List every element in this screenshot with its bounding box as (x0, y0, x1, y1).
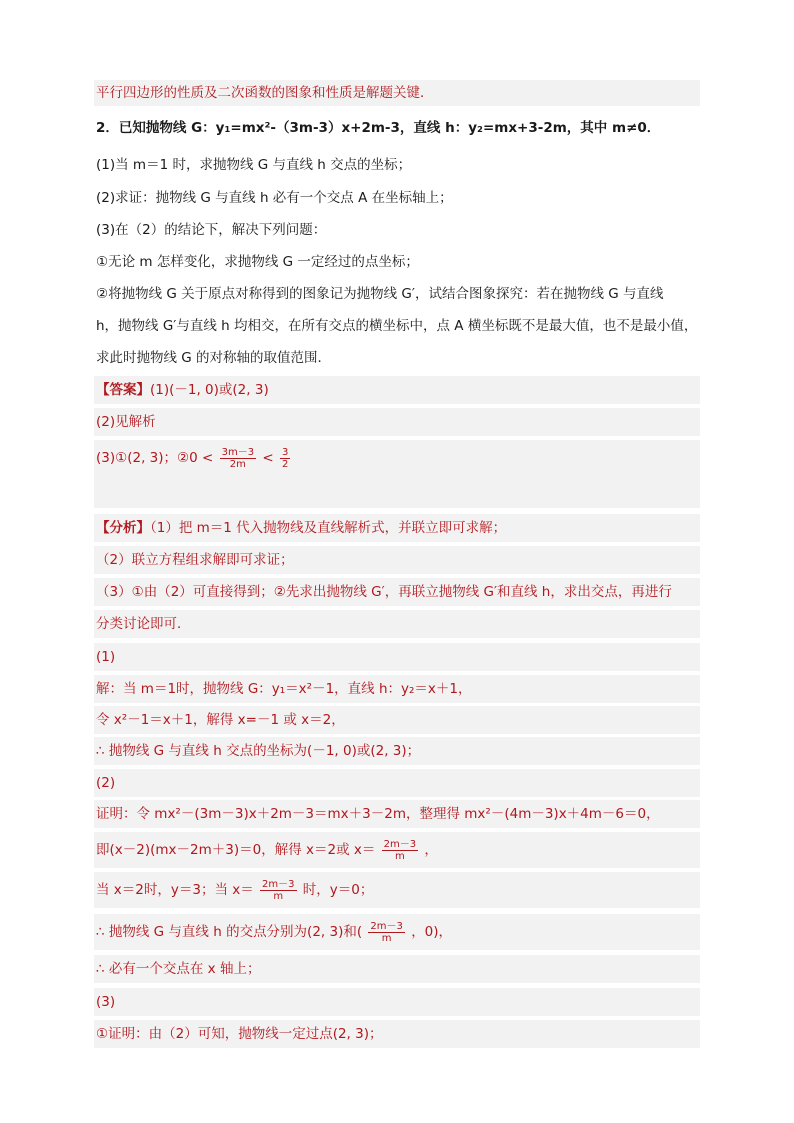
fraction-denominator: m (273, 890, 284, 902)
analysis-1: （1）把 m＝1 代入抛物线及直线解析式，并联立即可求解； (150, 520, 507, 536)
fraction-denominator: m (381, 932, 392, 944)
question-3b-line2: h，抛物线 G′与直线 h 均相交，在所有交点的横坐标中，点 A 横坐标既不是最大值，也不是最小值， (96, 318, 698, 334)
solution-2-line3-end: 时，y＝0； (302, 882, 374, 898)
analysis-label: 【分析】 (96, 520, 150, 536)
solution-2-line4-end: ，0)， (411, 924, 453, 940)
fraction-numerator: 2m－3 (383, 838, 417, 850)
fraction-denominator: 2m (229, 458, 246, 470)
solution-1-line1: 解：当 m＝1时，抛物线 G：y₁＝x²－1，直线 h：y₂＝x＋1， (94, 675, 700, 703)
spacer-band (94, 476, 700, 508)
solution-2-line3 (94, 872, 700, 908)
solution-2-label: (2) (94, 769, 700, 797)
solution-2-line2-end: ， (424, 842, 438, 858)
solution-2-line5: ∴ 必有一个交点在 x 轴上； (94, 955, 700, 983)
answer-3-fraction-1 (220, 447, 256, 470)
answer-label: 【答案】 (96, 382, 150, 398)
question-3b-line1: ②将抛物线 G 关于原点对称得到的图象记为抛物线 G′，试结合图象探究：若在抛物线 G 与直线 (96, 286, 664, 302)
fraction-numerator: 3m－3 (221, 446, 255, 458)
answer-3-prefix: (3)①(2, 3)；②0 < (96, 450, 214, 466)
solution-2-fraction (382, 839, 418, 862)
solution-1-line2: 令 x²－1＝x＋1，解得 x=－1 或 x＝2， (94, 706, 700, 734)
answer-row-3 (94, 440, 700, 476)
solution-2-fraction (260, 879, 296, 902)
answer-row-1 (94, 376, 700, 404)
answer-1: (1)(－1, 0)或(2, 3) (150, 382, 269, 398)
solution-2-line2 (94, 832, 700, 868)
fraction-numerator: 3 (282, 446, 289, 458)
analysis-3-line2: 分类讨论即可． (94, 610, 700, 638)
answer-3-mid: < (262, 450, 274, 466)
problem-header: 2．已知抛物线 G：y₁=mx²-（3m-3）x+2m-3，直线 h：y₂=mx+3-2m，其中 m≠0． (96, 120, 661, 136)
fraction-denominator: m (395, 850, 405, 862)
fraction-numerator: 2m－3 (370, 920, 403, 932)
solution-2-fraction (368, 921, 404, 944)
question-3: (3)在（2）的结论下，解决下列问题： (96, 222, 327, 238)
intro-text: 平行四边形的性质及二次函数的图象和性质是解题关键． (94, 80, 700, 106)
solution-3-line1: ①证明：由（2）可知，抛物线一定过点(2, 3)； (94, 1020, 700, 1048)
solution-2-line3-text: 当 x＝2时，y＝3；当 x＝ (96, 882, 254, 898)
question-3b-line3: 求此时抛物线 G 的对称轴的取值范围． (96, 350, 332, 366)
solution-2-line4 (94, 914, 700, 950)
analysis-row-1 (94, 514, 700, 542)
question-1: (1)当 m＝1 时，求抛物线 G 与直线 h 交点的坐标； (96, 157, 412, 173)
solution-1-label: (1) (94, 643, 700, 671)
question-3a: ①无论 m 怎样变化，求抛物线 G 一定经过的点坐标； (96, 254, 419, 270)
answer-2: (2)见解析 (94, 408, 700, 436)
fraction-denominator: 2 (282, 458, 289, 470)
solution-2-line2-text: 即(x－2)(mx－2m＋3)＝0，解得 x＝2或 x＝ (96, 842, 376, 858)
solution-3-label: (3) (94, 988, 700, 1016)
solution-1-line3: ∴ 抛物线 G 与直线 h 交点的坐标为(－1, 0)或(2, 3)； (94, 737, 700, 765)
analysis-3-line1: （3）①由（2）可直接得到；②先求出抛物线 G′，再联立抛物线 G′和直线 h，求出交点，再进行 (94, 578, 700, 606)
analysis-2: （2）联立方程组求解即可求证； (94, 546, 700, 574)
solution-2-line1: 证明：令 mx²－(3m－3)x＋2m－3＝mx＋3－2m，整理得 mx²－(4m－3)x＋4m－6＝0， (94, 800, 700, 828)
answer-3-fraction-2 (280, 447, 290, 470)
fraction-numerator: 2m－3 (262, 878, 295, 890)
solution-2-line4-text: ∴ 抛物线 G 与直线 h 的交点分别为(2, 3)和( (96, 924, 363, 940)
question-2: (2)求证：抛物线 G 与直线 h 必有一个交点 A 在坐标轴上； (96, 190, 453, 206)
